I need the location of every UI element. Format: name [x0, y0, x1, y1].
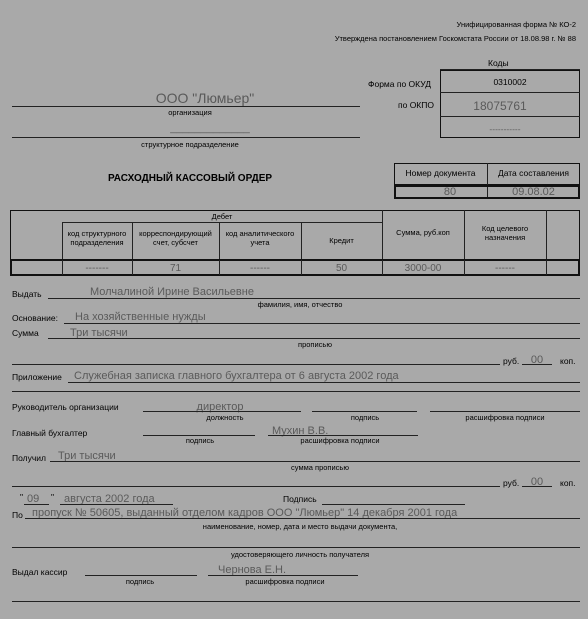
head-signature-caption: подпись	[350, 413, 380, 422]
sum-words-caption: прописью	[298, 340, 332, 349]
cashier-signature-caption: подпись	[125, 577, 155, 586]
debit-label: Дебет	[211, 212, 233, 221]
col-corr-account: корреспондирующий счет, субсчет	[139, 229, 212, 247]
kop-value: 00	[530, 354, 544, 366]
cell-credit: 50	[335, 263, 348, 274]
organization-name: ООО "Люмьер"	[155, 90, 255, 106]
by-label: По	[12, 510, 23, 520]
chief-accountant-label: Главный бухгалтер	[12, 428, 88, 438]
basis-label: Основание:	[12, 313, 58, 323]
cashier-label: Выдал кассир	[12, 567, 68, 577]
cell-div-code: -------	[85, 263, 109, 274]
signature-label: Подпись	[283, 494, 317, 504]
chief-decode-caption: расшифровка подписи	[300, 436, 380, 445]
issue-caption: фамилия, имя, отчество	[257, 300, 343, 309]
head-position: директор	[196, 401, 244, 413]
col-sum: Сумма, руб.коп	[396, 228, 450, 237]
kop-value-2: 00	[530, 476, 544, 488]
received-sum-caption: сумма прописью	[291, 463, 349, 472]
issue-label: Выдать	[12, 289, 42, 299]
organization-caption: организация	[168, 108, 212, 117]
doc-number: 80	[443, 186, 457, 198]
by-value: пропуск № 50605, выданный отделом кадров ООО "Люмьер" 14 декабря 2001 года	[32, 507, 458, 519]
issue-value: Молчалиной Ирине Васильевне	[90, 286, 254, 298]
okpo-label: по ОКПО	[398, 100, 434, 110]
okud-value: 0310002	[493, 77, 527, 87]
kop-label-2: коп.	[560, 478, 576, 488]
doc-number-label: Номер документа	[405, 168, 476, 178]
date-quote-open: "	[20, 492, 24, 502]
sum-label: Сумма	[12, 328, 39, 338]
codes-label: Коды	[488, 58, 509, 68]
date-quote-close: "	[51, 492, 55, 502]
cell-purpose-code: ------	[495, 263, 515, 274]
cashier-name: Чернова Е.Н.	[218, 564, 287, 576]
head-label: Руководитель организации	[12, 402, 119, 412]
kop-label: коп.	[560, 356, 576, 366]
division-code: -----------	[489, 124, 521, 134]
received-label: Получил	[12, 453, 46, 463]
form-number-line: Унифицированная форма № КО-2	[456, 20, 576, 29]
head-position-caption: должность	[206, 413, 244, 422]
head-decode-caption: расшифровка подписи	[465, 413, 545, 422]
by-caption: наименование, номер, дата и место выдачи документа,	[202, 522, 398, 531]
sum-value: Три тысячи	[70, 327, 128, 339]
rub-label: руб.	[503, 356, 520, 366]
attachment-value: Служебная записка главного бухгалтера от 6 августа 2002 года	[74, 370, 399, 382]
received-value: Три тысячи	[58, 450, 116, 462]
division-caption: структурное подразделение	[141, 140, 239, 149]
doc-date: 09.08.02	[512, 186, 555, 198]
attachment-label: Приложение	[12, 372, 62, 382]
division-name: _____________	[170, 122, 250, 134]
cell-corr-account: 71	[169, 263, 182, 274]
col-credit: Кредит	[329, 236, 354, 245]
document-title: РАСХОДНЫЙ КАССОВЫЙ ОРДЕР	[108, 173, 273, 184]
date-day: 09	[27, 493, 40, 505]
date-month-year: августа 2002 года	[64, 493, 155, 505]
col-div-code: код структурного подразделения	[67, 229, 127, 247]
id-caption: удостоверяющего личность получателя	[230, 550, 370, 559]
cell-analytic-code: ------	[250, 263, 270, 274]
col-purpose-code: Код целевого назначения	[481, 224, 529, 242]
cell-sum: 3000-00	[404, 263, 442, 274]
okpo-value: 18075761	[473, 99, 527, 113]
chief-accountant-name: Мухин В.В.	[272, 425, 329, 437]
doc-date-label: Дата составления	[497, 168, 570, 178]
okud-label: Форма по ОКУД	[368, 79, 431, 89]
chief-signature-caption: подпись	[185, 436, 215, 445]
basis-value: На хозяйственные нужды	[75, 311, 206, 323]
rub-label-2: руб.	[503, 478, 520, 488]
cashier-decode-caption: расшифровка подписи	[245, 577, 325, 586]
approval-line: Утверждена постановлением Госкомстата России от 18.08.98 г. № 88	[334, 34, 576, 43]
col-analytic-code: код аналитического учета	[225, 229, 295, 247]
